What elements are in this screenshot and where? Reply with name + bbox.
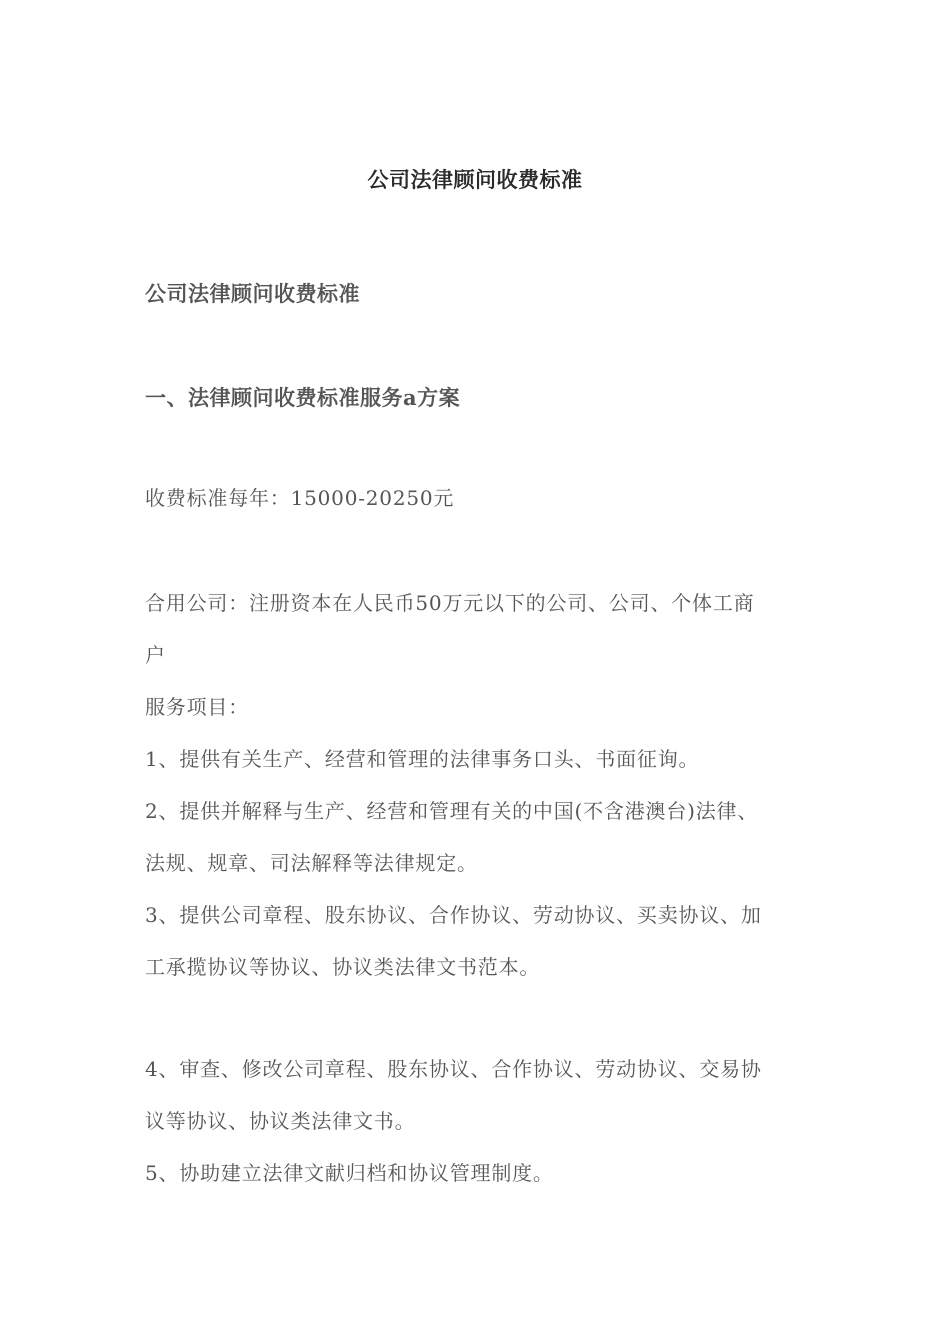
service-item-4-line-1: 4、审查、修改公司章程、股东协议、合作协议、劳动协议、交易协 (145, 1057, 762, 1081)
service-item-2-line-1: 2、提供并解释与生产、经营和管理有关的中国(不含港澳台)法律、 (145, 799, 759, 823)
service-item-4-line-2: 议等协议、协议类法律文书。 (145, 1109, 416, 1133)
document-subtitle: 公司法律顾问收费标准 (145, 281, 360, 306)
service-item-1: 1、提供有关生产、经营和管理的法律事务口头、书面征询。 (145, 747, 700, 771)
document-title: 公司法律顾问收费标准 (367, 167, 583, 192)
section-heading: 一、法律顾问收费标准服务a方案 (145, 385, 461, 410)
applicable-line-1: 合用公司：注册资本在人民币50万元以下的公司、公司、个体工商 (145, 591, 755, 615)
applicable-line-2: 户 (145, 643, 166, 667)
service-item-5: 5、协助建立法律文献归档和协议管理制度。 (145, 1161, 554, 1185)
services-label: 服务项目： (145, 695, 249, 719)
service-item-3-line-2: 工承揽协议等协议、协议类法律文书范本。 (145, 955, 541, 979)
fee-line: 收费标准每年：15000-20250元 (145, 486, 455, 510)
service-item-3-line-1: 3、提供公司章程、股东协议、合作协议、劳动协议、买卖协议、加 (145, 903, 762, 927)
service-item-2-line-2: 法规、规章、司法解释等法律规定。 (145, 851, 478, 875)
